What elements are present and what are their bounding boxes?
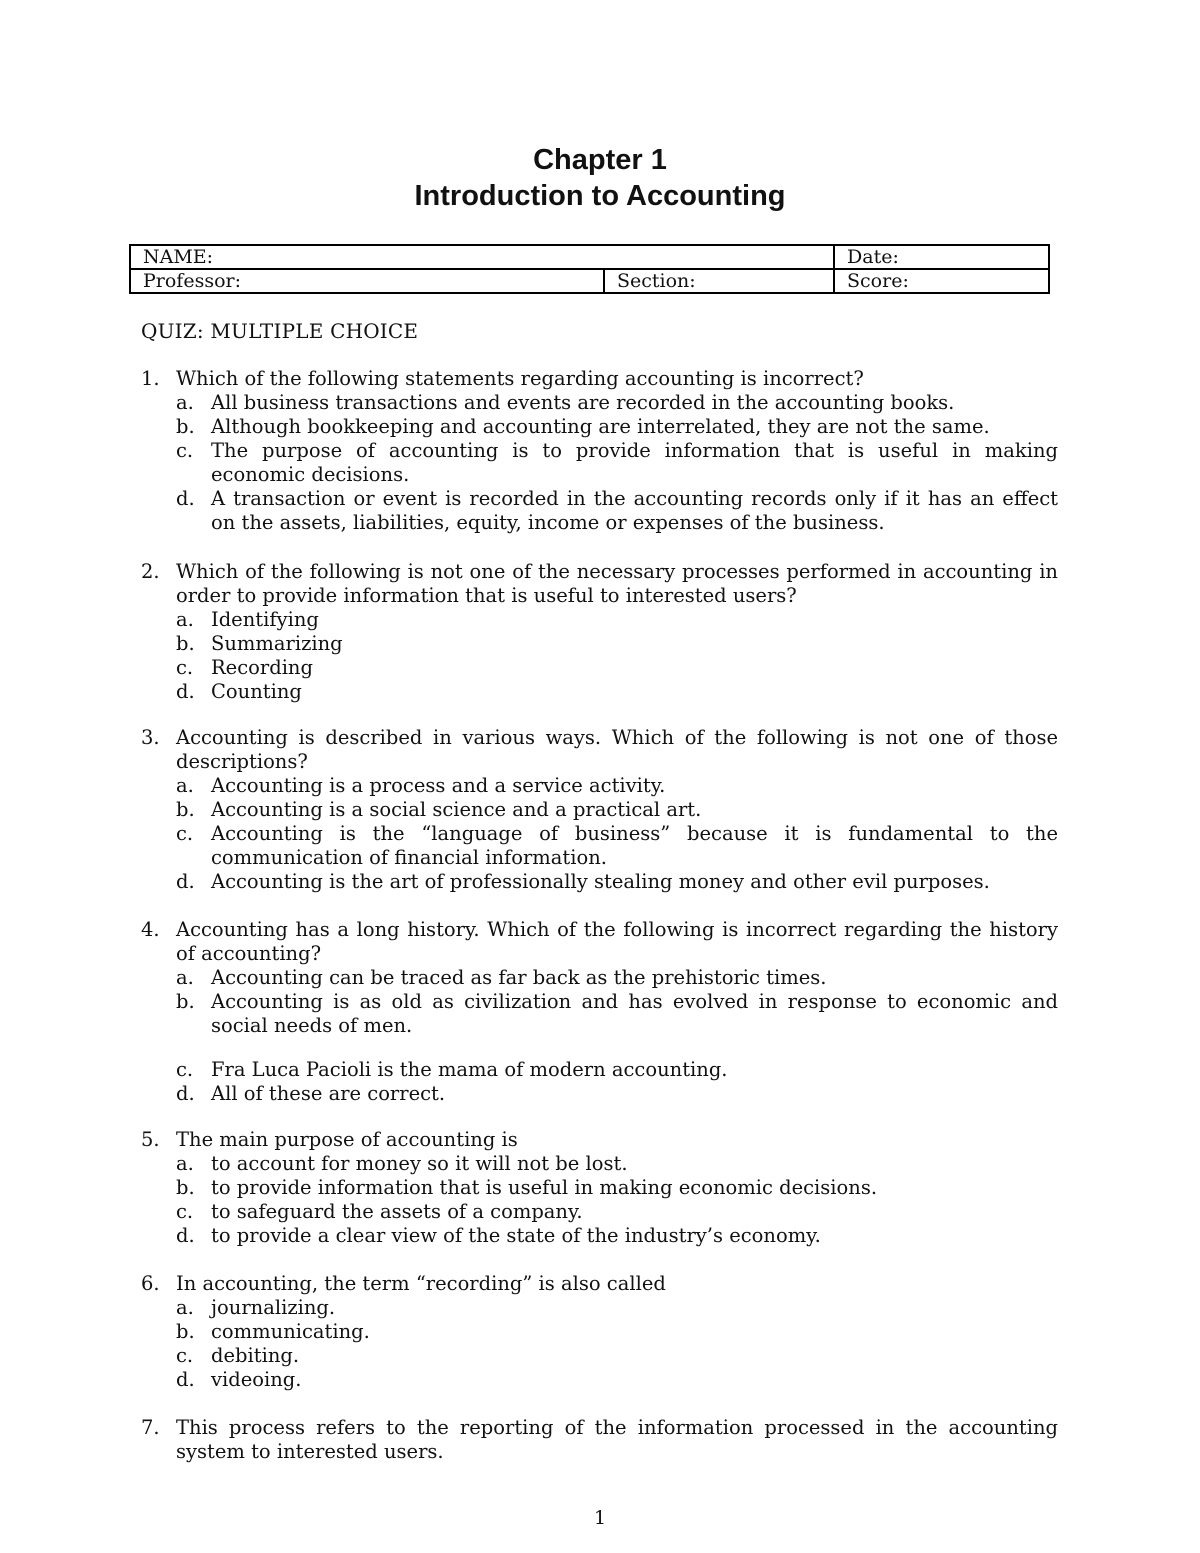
question-5 — [141, 1128, 1058, 1248]
question-text: In accounting, the term “recording” is also called — [176, 1272, 666, 1295]
option-text: Accounting is as old as civilization and has evolved in response to economic and social needs of men. — [211, 990, 1058, 1037]
section-field[interactable]: Section: — [604, 269, 834, 293]
question-number: 3. — [141, 726, 160, 749]
option-text: All of these are correct. — [211, 1082, 446, 1105]
question-number: 1. — [141, 367, 160, 390]
question-number: 4. — [141, 918, 160, 941]
option-letter: c. — [176, 439, 194, 462]
question-3 — [141, 726, 1058, 894]
info-row-professor — [130, 269, 1049, 293]
option-letter: a. — [176, 966, 194, 989]
option-d[interactable] — [141, 1224, 1058, 1248]
option-letter: b. — [176, 798, 195, 821]
question-stem — [141, 918, 1058, 966]
question-stem — [141, 367, 1058, 391]
option-b[interactable] — [141, 1176, 1058, 1200]
option-letter: d. — [176, 1224, 195, 1247]
option-a[interactable] — [141, 1296, 1058, 1320]
option-text: to provide a clear view of the state of the industry’s economy. — [211, 1224, 821, 1247]
chapter-label: Chapter 1 — [533, 144, 667, 176]
option-text: Identifying — [211, 608, 319, 631]
option-letter: a. — [176, 774, 194, 797]
option-text: journalizing. — [211, 1296, 336, 1319]
option-letter: c. — [176, 1058, 194, 1081]
option-letter: a. — [176, 1152, 194, 1175]
score-field[interactable]: Score: — [834, 269, 1049, 293]
option-text: Accounting is a social science and a practical art. — [211, 798, 702, 821]
option-c[interactable] — [141, 1200, 1058, 1224]
option-text: Accounting can be traced as far back as the prehistoric times. — [211, 966, 827, 989]
question-7 — [141, 1416, 1058, 1464]
option-letter: c. — [176, 1344, 194, 1367]
option-letter: c. — [176, 822, 194, 845]
option-text: The purpose of accounting is to provide information that is useful in making economic decisions. — [211, 439, 1058, 486]
option-c[interactable] — [141, 1058, 1058, 1082]
option-text: to account for money so it will not be lost. — [211, 1152, 628, 1175]
page-title: Introduction to Accounting — [414, 180, 786, 212]
professor-field[interactable]: Professor: — [130, 269, 604, 293]
option-letter: c. — [176, 656, 194, 679]
quiz-heading: QUIZ: MULTIPLE CHOICE — [141, 319, 419, 343]
spacer — [141, 1038, 1058, 1058]
option-a[interactable] — [141, 1152, 1058, 1176]
option-text: to provide information that is useful in making economic decisions. — [211, 1176, 878, 1199]
option-letter: a. — [176, 1296, 194, 1319]
option-letter: d. — [176, 680, 195, 703]
option-text: A transaction or event is recorded in the accounting records only if it has an effect on the assets, liabilities, equity, income or expenses of the business. — [211, 487, 1058, 534]
question-text: Accounting is described in various ways. Which of the following is not one of those descriptions? — [176, 726, 1058, 773]
page-number: 1 — [593, 1507, 607, 1529]
question-text: The main purpose of accounting is — [176, 1128, 518, 1151]
question-text: Which of the following statements regarding accounting is incorrect? — [176, 367, 864, 390]
option-letter: d. — [176, 870, 195, 893]
option-text: Although bookkeeping and accounting are interrelated, they are not the same. — [211, 415, 990, 438]
option-b[interactable] — [141, 415, 1058, 439]
question-2 — [141, 560, 1058, 704]
option-letter: b. — [176, 1320, 195, 1343]
question-number: 5. — [141, 1128, 160, 1151]
option-text: Summarizing — [211, 632, 343, 655]
question-stem — [141, 560, 1058, 608]
option-letter: b. — [176, 632, 195, 655]
option-a[interactable] — [141, 774, 1058, 798]
option-letter: b. — [176, 415, 195, 438]
option-text: Fra Luca Pacioli is the mama of modern accounting. — [211, 1058, 728, 1081]
option-text: Accounting is a process and a service activity. — [211, 774, 666, 797]
question-stem — [141, 726, 1058, 774]
option-c[interactable] — [141, 822, 1058, 870]
option-letter: b. — [176, 990, 195, 1013]
question-6 — [141, 1272, 1058, 1392]
option-c[interactable] — [141, 1344, 1058, 1368]
question-1 — [141, 367, 1058, 535]
option-text: debiting. — [211, 1344, 300, 1367]
option-d[interactable] — [141, 487, 1058, 535]
option-letter: d. — [176, 1082, 195, 1105]
option-text: communicating. — [211, 1320, 370, 1343]
question-text: Accounting has a long history. Which of the following is incorrect regarding the history of accounting? — [176, 918, 1058, 965]
option-b[interactable] — [141, 1320, 1058, 1344]
option-c[interactable] — [141, 439, 1058, 487]
question-stem — [141, 1128, 1058, 1152]
option-c[interactable] — [141, 656, 1058, 680]
question-text: Which of the following is not one of the necessary processes performed in accounting in order to provide information that is useful to interested users? — [176, 560, 1058, 607]
option-text: Recording — [211, 656, 313, 679]
option-d[interactable] — [141, 870, 1058, 894]
option-text: Accounting is the art of professionally stealing money and other evil purposes. — [211, 870, 990, 893]
option-letter: d. — [176, 1368, 195, 1391]
option-letter: a. — [176, 608, 194, 631]
option-a[interactable] — [141, 391, 1058, 415]
option-text: Accounting is the “language of business” because it is fundamental to the communication of financial information. — [211, 822, 1058, 869]
option-text: to safeguard the assets of a company. — [211, 1200, 583, 1223]
date-field[interactable]: Date: — [834, 245, 1049, 269]
option-b[interactable] — [141, 798, 1058, 822]
option-a[interactable] — [141, 608, 1058, 632]
option-b[interactable] — [141, 632, 1058, 656]
option-text: videoing. — [211, 1368, 302, 1391]
option-letter: d. — [176, 487, 195, 510]
option-text: All business transactions and events are recorded in the accounting books. — [211, 391, 955, 414]
info-row-name — [130, 245, 1049, 269]
question-number: 7. — [141, 1416, 160, 1439]
option-d[interactable] — [141, 680, 1058, 704]
question-4 — [141, 918, 1058, 1106]
student-info-table — [129, 244, 1050, 294]
option-text: Counting — [211, 680, 302, 703]
option-letter: c. — [176, 1200, 194, 1223]
option-d[interactable] — [141, 1368, 1058, 1392]
option-b[interactable] — [141, 990, 1058, 1038]
option-d[interactable] — [141, 1082, 1058, 1106]
question-stem — [141, 1416, 1058, 1464]
question-stem — [141, 1272, 1058, 1296]
option-letter: b. — [176, 1176, 195, 1199]
question-number: 6. — [141, 1272, 160, 1295]
question-number: 2. — [141, 560, 160, 583]
question-text: This process refers to the reporting of the information processed in the accounting system to interested users. — [176, 1416, 1058, 1463]
name-field[interactable]: NAME: — [130, 245, 834, 269]
option-a[interactable] — [141, 966, 1058, 990]
option-letter: a. — [176, 391, 194, 414]
